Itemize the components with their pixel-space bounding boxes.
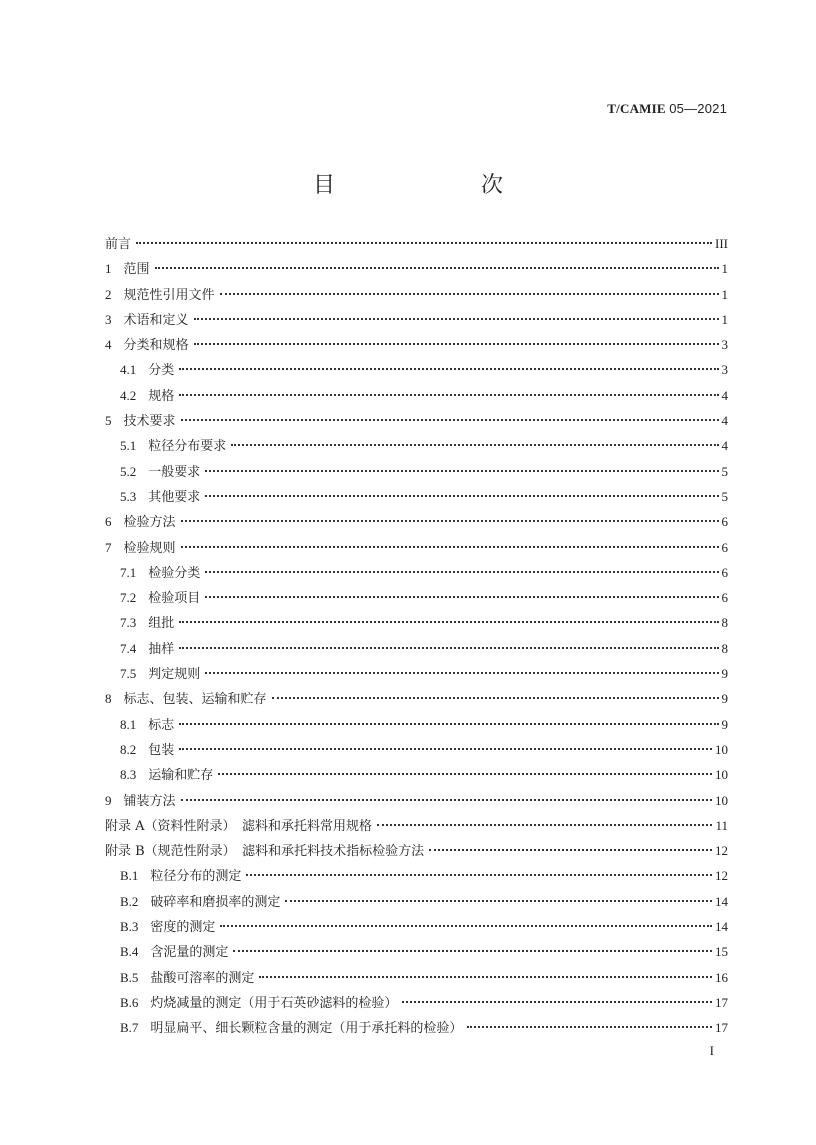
toc-entry-number: 7.5 bbox=[120, 666, 137, 682]
toc-entry-label: 技术要求 bbox=[123, 414, 176, 430]
standard-number: 05—2021 bbox=[669, 101, 727, 116]
toc-entry-number: 7 bbox=[105, 539, 112, 555]
toc-entry[interactable] bbox=[105, 813, 728, 838]
toc-entry-number: 7.3 bbox=[120, 615, 137, 631]
toc-entry[interactable] bbox=[105, 712, 728, 737]
toc-entry-label: 含泥量的测定 bbox=[150, 945, 229, 961]
toc-entry-page: 10 bbox=[715, 741, 728, 757]
toc-entry-page: 12 bbox=[715, 843, 728, 859]
toc-entry-label: 前言 bbox=[105, 237, 132, 252]
toc-entry-number: B.4 bbox=[120, 944, 139, 960]
toc-entry-label: 标志、包装、运输和贮存 bbox=[123, 692, 267, 708]
toc-entry-number: 8.2 bbox=[120, 741, 137, 757]
toc-entry-label: 检验分类 bbox=[148, 565, 201, 581]
toc-entry-number: B.5 bbox=[120, 969, 139, 985]
toc-entry-number: 6 bbox=[105, 514, 112, 530]
toc-leader-dots bbox=[179, 621, 718, 623]
footer-page-number: I bbox=[709, 1043, 714, 1058]
toc-entry-label: 术语和定义 bbox=[123, 312, 189, 328]
toc-leader-dots bbox=[194, 343, 719, 345]
toc-leader-dots bbox=[181, 799, 712, 801]
toc-entry-label: 抽样 bbox=[148, 641, 175, 657]
toc-entry-page: 4 bbox=[721, 413, 728, 429]
toc-entry-number: B.1 bbox=[120, 868, 139, 884]
toc-entry[interactable] bbox=[105, 737, 728, 762]
toc-leader-dots bbox=[402, 1001, 712, 1003]
toc-entry[interactable] bbox=[105, 1015, 728, 1040]
standard-prefix: T/CAMIE bbox=[607, 101, 666, 116]
toc-entry-page: 6 bbox=[721, 564, 728, 580]
toc-entry[interactable] bbox=[105, 585, 728, 610]
toc-entry-label: 标志 bbox=[148, 717, 175, 733]
toc-entry-label: 灼烧减量的测定（用于石英砂滤料的检验） bbox=[150, 995, 398, 1011]
toc-entry-page: 9 bbox=[721, 716, 728, 732]
toc-entry-page: 12 bbox=[715, 868, 728, 884]
toc-entry-page: 3 bbox=[721, 362, 728, 378]
toc-leader-dots bbox=[136, 242, 712, 244]
toc-entry-page: 17 bbox=[715, 1020, 728, 1036]
toc-leader-dots bbox=[218, 773, 712, 775]
toc-entry[interactable] bbox=[105, 838, 728, 863]
toc-entry-page: 1 bbox=[721, 261, 728, 277]
toc-leader-dots bbox=[246, 874, 712, 876]
toc-entry-number: 5.3 bbox=[120, 488, 137, 504]
toc-entry[interactable] bbox=[105, 788, 728, 813]
toc-entry-number: B.2 bbox=[120, 893, 139, 909]
toc-entry[interactable] bbox=[105, 484, 728, 509]
toc-entry[interactable] bbox=[105, 610, 728, 635]
toc-entry-label: 检验方法 bbox=[123, 515, 176, 531]
toc-entry-page: 8 bbox=[721, 615, 728, 631]
toc-entry-page: 6 bbox=[721, 514, 728, 530]
toc-entry-number: 4 bbox=[105, 337, 112, 353]
toc-leader-dots bbox=[181, 546, 719, 548]
table-of-contents bbox=[105, 231, 728, 1041]
toc-entry[interactable] bbox=[105, 231, 728, 256]
toc-entry-label: 检验规则 bbox=[123, 540, 176, 556]
toc-entry[interactable] bbox=[105, 939, 728, 964]
toc-entry-number: B.3 bbox=[120, 919, 139, 935]
toc-leader-dots bbox=[285, 900, 712, 902]
toc-entry-label: 其他要求 bbox=[148, 489, 201, 505]
toc-leader-dots bbox=[194, 318, 719, 320]
toc-entry-page: 4 bbox=[721, 438, 728, 454]
toc-entry-number: 5.2 bbox=[120, 463, 137, 479]
toc-entry[interactable] bbox=[105, 535, 728, 560]
toc-leader-dots bbox=[220, 293, 719, 295]
toc-entry-label: 规范性引用文件 bbox=[123, 287, 215, 303]
toc-entry-number: 9 bbox=[105, 792, 112, 808]
toc-entry-number: 4.1 bbox=[120, 362, 137, 378]
toc-entry-label: 一般要求 bbox=[148, 464, 201, 480]
toc-leader-dots bbox=[467, 1026, 712, 1028]
toc-leader-dots bbox=[272, 697, 719, 699]
toc-entry[interactable] bbox=[105, 282, 728, 307]
toc-entry-label: 分类和规格 bbox=[123, 338, 189, 354]
toc-entry-label: 判定规则 bbox=[148, 667, 201, 683]
toc-entry-number: 2 bbox=[105, 286, 112, 302]
toc-entry-number: B.7 bbox=[120, 1020, 139, 1036]
toc-entry-number: 7.1 bbox=[120, 564, 137, 580]
toc-entry-page: 10 bbox=[715, 792, 728, 808]
toc-entry-number: 7.4 bbox=[120, 640, 137, 656]
toc-entry[interactable] bbox=[105, 408, 728, 433]
toc-entry-label: 附录 B（规范性附录） 滤料和承托料技术指标检验方法 bbox=[105, 844, 425, 860]
toc-entry[interactable] bbox=[105, 636, 728, 661]
page-title: 目 次 bbox=[312, 173, 537, 198]
toc-entry[interactable] bbox=[105, 509, 728, 534]
toc-leader-dots bbox=[179, 368, 718, 370]
toc-leader-dots bbox=[231, 444, 718, 446]
toc-entry-page: 6 bbox=[721, 590, 728, 606]
toc-entry-label: 密度的测定 bbox=[150, 920, 216, 936]
toc-entry-page: 9 bbox=[721, 691, 728, 707]
toc-entry[interactable] bbox=[105, 965, 728, 990]
toc-entry-page: 6 bbox=[721, 539, 728, 555]
toc-leader-dots bbox=[429, 849, 712, 851]
toc-entry-page: 5 bbox=[721, 463, 728, 479]
toc-entry-label: 组批 bbox=[148, 616, 175, 632]
toc-entry-label: 破碎率和磨损率的测定 bbox=[150, 894, 281, 910]
toc-entry-page: 1 bbox=[721, 311, 728, 327]
toc-entry-label: 包装 bbox=[148, 742, 175, 758]
toc-leader-dots bbox=[259, 976, 712, 978]
toc-leader-dots bbox=[205, 495, 718, 497]
toc-leader-dots bbox=[179, 647, 718, 649]
toc-entry-page: 8 bbox=[721, 640, 728, 656]
toc-leader-dots bbox=[205, 470, 718, 472]
toc-leader-dots bbox=[179, 748, 712, 750]
toc-entry-number: 7.2 bbox=[120, 590, 137, 606]
toc-entry-page: 14 bbox=[715, 919, 728, 935]
toc-leader-dots bbox=[377, 824, 712, 826]
toc-entry[interactable] bbox=[105, 863, 728, 888]
toc-leader-dots bbox=[181, 520, 719, 522]
toc-entry-page: III bbox=[715, 236, 728, 251]
toc-entry-label: 粒径分布的测定 bbox=[150, 869, 242, 885]
toc-entry-number: 5.1 bbox=[120, 438, 137, 454]
toc-entry-number: 8.3 bbox=[120, 767, 137, 783]
toc-entry-label: 分类 bbox=[148, 363, 175, 379]
toc-entry-label: 盐酸可溶率的测定 bbox=[150, 970, 255, 986]
toc-entry[interactable] bbox=[105, 256, 728, 281]
toc-entry-page: 5 bbox=[721, 488, 728, 504]
toc-entry-page: 10 bbox=[715, 767, 728, 783]
toc-entry[interactable] bbox=[105, 459, 728, 484]
toc-entry-label: 检验项目 bbox=[148, 591, 201, 607]
toc-entry-label: 运输和贮存 bbox=[148, 768, 214, 784]
toc-leader-dots bbox=[181, 419, 719, 421]
toc-entry[interactable] bbox=[105, 357, 728, 382]
toc-entry[interactable] bbox=[105, 990, 728, 1015]
toc-entry[interactable] bbox=[105, 433, 728, 458]
toc-leader-dots bbox=[179, 394, 718, 396]
toc-entry[interactable] bbox=[105, 762, 728, 787]
toc-entry-page: 1 bbox=[721, 286, 728, 302]
toc-entry-label: 明显扁平、细长颗粒含量的测定（用于承托料的检验） bbox=[150, 1021, 463, 1037]
toc-entry-number: 1 bbox=[105, 261, 112, 277]
toc-entry[interactable] bbox=[105, 686, 728, 711]
toc-entry-page: 4 bbox=[721, 387, 728, 403]
toc-entry[interactable] bbox=[105, 383, 728, 408]
toc-entry-label: 铺装方法 bbox=[123, 793, 176, 809]
toc-entry-page: 11 bbox=[715, 817, 728, 833]
toc-entry-page: 14 bbox=[715, 893, 728, 909]
toc-leader-dots bbox=[233, 950, 712, 952]
toc-entry-page: 16 bbox=[715, 969, 728, 985]
toc-entry-page: 15 bbox=[715, 944, 728, 960]
toc-entry-number: 8 bbox=[105, 691, 112, 707]
toc-entry-number: 8.1 bbox=[120, 716, 137, 732]
toc-entry-page: 3 bbox=[721, 337, 728, 353]
toc-entry[interactable] bbox=[105, 889, 728, 914]
toc-entry-page: 9 bbox=[721, 666, 728, 682]
toc-entry[interactable] bbox=[105, 560, 728, 585]
toc-leader-dots bbox=[179, 723, 718, 725]
toc-entry-page: 17 bbox=[715, 994, 728, 1010]
toc-leader-dots bbox=[205, 571, 718, 573]
toc-entry-number: 5 bbox=[105, 413, 112, 429]
toc-leader-dots bbox=[220, 925, 712, 927]
standard-code bbox=[607, 101, 727, 117]
toc-leader-dots bbox=[205, 672, 718, 674]
toc-entry[interactable] bbox=[105, 332, 728, 357]
toc-entry-number: 4.2 bbox=[120, 387, 137, 403]
toc-entry[interactable] bbox=[105, 914, 728, 939]
toc-entry[interactable] bbox=[105, 307, 728, 332]
toc-leader-dots bbox=[205, 596, 718, 598]
toc-entry-label: 粒径分布要求 bbox=[148, 439, 227, 455]
toc-entry-label: 范围 bbox=[123, 262, 150, 278]
toc-entry-number: B.6 bbox=[120, 994, 139, 1010]
toc-entry[interactable] bbox=[105, 661, 728, 686]
toc-entry-label: 规格 bbox=[148, 388, 175, 404]
toc-entry-number: 3 bbox=[105, 311, 112, 327]
toc-leader-dots bbox=[155, 267, 719, 269]
toc-entry-label: 附录 A（资料性附录） 滤料和承托料常用规格 bbox=[105, 818, 373, 834]
